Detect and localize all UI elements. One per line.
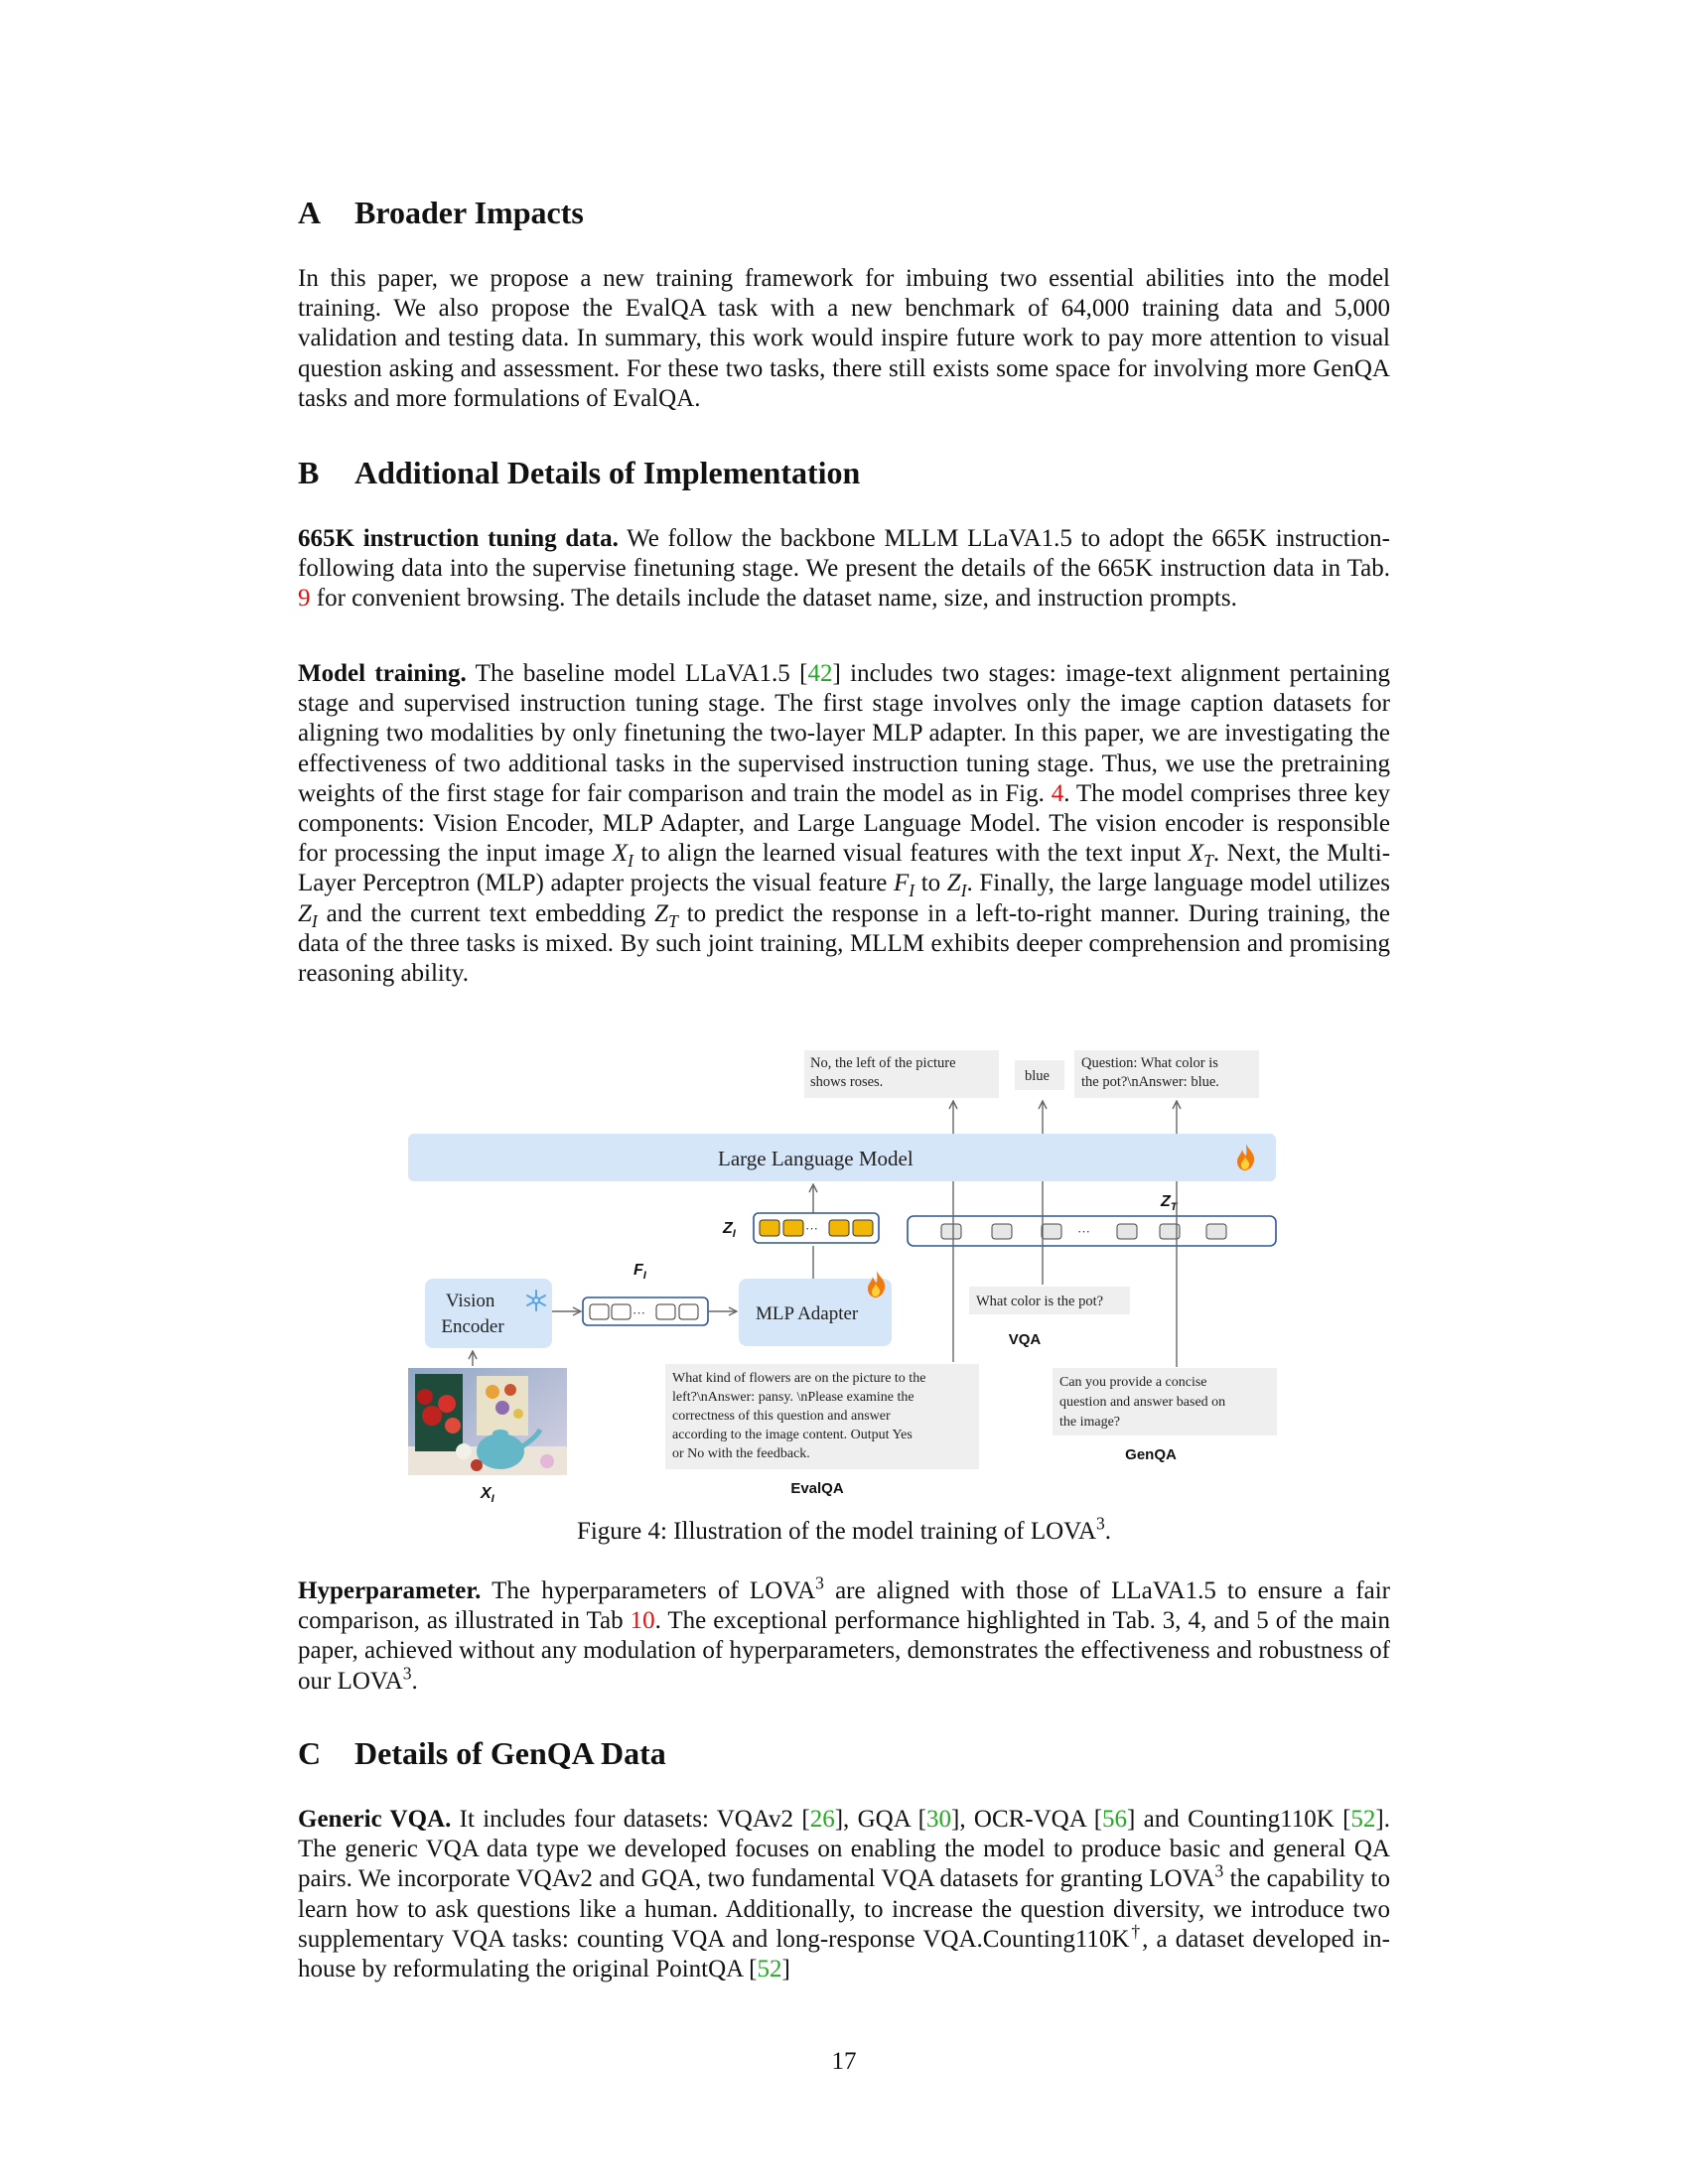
table-reference[interactable]: 10 [630,1607,655,1635]
figure-caption: Figure 4: Illustration of the model training of LOVA$^3$. [576,1513,1112,1545]
model-training-diagram [298,1044,1390,1511]
evalqa-label: EvalQA [790,1480,844,1497]
svg-text:···: ··· [633,1305,645,1320]
figure-reference[interactable]: 4 [1051,779,1064,807]
section-heading-a: A Broader Impacts [298,195,584,230]
svg-text:MLP Adapter: MLP Adapter [756,1303,859,1324]
input-image [408,1368,567,1475]
genqa-output-box [1074,1050,1259,1098]
svg-text:What kind of flowers are on th: What kind of flowers are on the picture to the left?\nAnswer: pansy. \nPlease examine the correctness of this question and answer according to the image content. Output Yes or No with the feedback. [672,1371,926,1461]
citation[interactable]: 56 [1102,1806,1128,1833]
svg-text:What color is the pot?: What color is the pot? [976,1294,1104,1309]
paragraph-lead: Generic VQA. [298,1806,452,1833]
paragraph-lead: Model training. [298,660,467,687]
svg-text:Vision Encoder: Vision Encoder [441,1291,504,1337]
instruction-data-paragraph: 665K instruction tuning data. We follow the backbone MLLM LLaVA1.5 to adopt the 665K instruction-following data into the supervise finetuning stage. We present the details of the 665K instruction data in Tab. 9 for convenient browsing. The details include the dataset name, size, and instruction prompts. [298,525,1390,613]
vqa-label: VQA [1008,1331,1042,1348]
paragraph-lead: 665K instruction tuning data. [298,525,619,552]
svg-text:Question: What color is: Question: What color is the pot?\nAnswer: blue. [1081,1055,1219,1090]
figure-4 [298,1044,1390,1511]
citation[interactable]: 42 [807,660,833,687]
mlp-adapter-block [739,1271,892,1346]
zi-label: $Z_I$ [723,1220,736,1240]
fi-label: $F_I$ [633,1262,646,1282]
section-heading-c: C Details of GenQA Data [298,1735,666,1771]
genqa-label: GenQA [1125,1446,1177,1463]
evalqa-output-box [804,1050,999,1098]
citation[interactable]: 52 [1350,1806,1376,1833]
page-number: 17 [831,2048,857,2075]
svg-text:Can you provide a concise: Can you provide a concise question and answer based on the image? [1059,1375,1226,1430]
vqa-output-box [1015,1060,1064,1090]
visual-token-bar [754,1213,879,1243]
citation[interactable]: 26 [809,1806,835,1833]
zt-label: $Z_T$ [1161,1193,1178,1213]
broader-impacts-paragraph: In this paper, we propose a new training framework for imbuing two essential abilities into the model training. We also propose the EvalQA task with a new benchmark of 64,000 training data and 5,000 validation and testing data. In summary, this work would inspire future work to pay more attention to visual question asking and assessment. For these two tasks, there still exists some space for involving more GenQA tasks and more formulations of EvalQA. [298,265,1390,412]
genqa-prompt-box [1053,1368,1277,1435]
generic-vqa-paragraph: Generic VQA. It includes four datasets: VQAv2 [26], GQA [30], OCR-VQA [56] and Counting110K [52]. The generic VQA data type we developed focuses on enabling the model to produce basic and general QA pairs. We incorporate VQAv2 and GQA, two fundamental VQA datasets for granting LOVA$^3$ the capability to learn how to ask questions like a human. Additionally, to increase the question diversity, we introduce two supplementary VQA tasks: counting VQA and long-response VQA.Counting110K†, a dataset developed in-house by reformulating the original PointQA [52] [298,1806,1391,1983]
svg-text:blue: blue [1025,1068,1050,1084]
svg-text:···: ··· [1077,1224,1090,1239]
section-heading-b: B Additional Details of Implementation [298,455,861,490]
large-language-model-block [408,1134,1276,1181]
text-token-bar [908,1216,1276,1246]
vqa-prompt-box [969,1287,1130,1314]
xi-label: $X_I$ [481,1485,494,1505]
flame-icon [868,1271,885,1297]
visual-feature-bar [583,1297,708,1325]
svg-text:···: ··· [805,1221,818,1236]
citation[interactable]: 30 [926,1806,952,1833]
hyperparameter-paragraph: Hyperparameter. The hyperparameters of LOVA$^3$ are aligned with those of LLaVA1.5 to ensure a fair comparison, as illustrated in Tab 10. The exceptional performance highlighted in Tab. 3, 4, and 5 of the main paper, achieved without any modulation of hyperparameters, demonstrates the effectiveness and robustness of our LOVA$^3$. [298,1572,1391,1695]
table-reference[interactable]: 9 [298,585,311,613]
paragraph-lead: Hyperparameter. [298,1577,482,1604]
vision-encoder-block [425,1279,552,1348]
svg-text:No, the left of the picture: No, the left of the picture shows roses. [810,1055,956,1090]
svg-text:Large Language Model: Large Language Model [718,1147,914,1170]
model-training-paragraph: Model training. The baseline model LLaVA1.5 [42] includes two stages: image-text alignment pertaining stage and supervised instruction tuning stage. The first stage involves only the image caption datasets for aligning two modalities by only finetuning the two-layer MLP adapter. In this paper, we are investigating the effectiveness of two additional tasks in the supervised instruction tuning stage. Thus, we use the pretraining weights of the first stage for fair comparison and train the model as in Fig. 4. The model comprises three key components: Vision Encoder, MLP Adapter, and Large Language Model. The vision encoder is responsible for processing the input image $X_I$ to align the learned visual features with the text input $X_T$. Next, the Multi-Layer Perceptron (MLP) adapter projects the visual feature $F_I$ to $Z_I$. Finally, the large language model utilizes $Z_I$ and the current text embedding $Z_T$ to predict the response in a left-to-right manner. During training, the data of the three tasks is mixed. By such joint training, MLLM exhibits deeper comprehension and promising reasoning ability. [298,660,1391,988]
evalqa-prompt-box [665,1364,979,1469]
citation[interactable]: 52 [757,1956,782,1983]
